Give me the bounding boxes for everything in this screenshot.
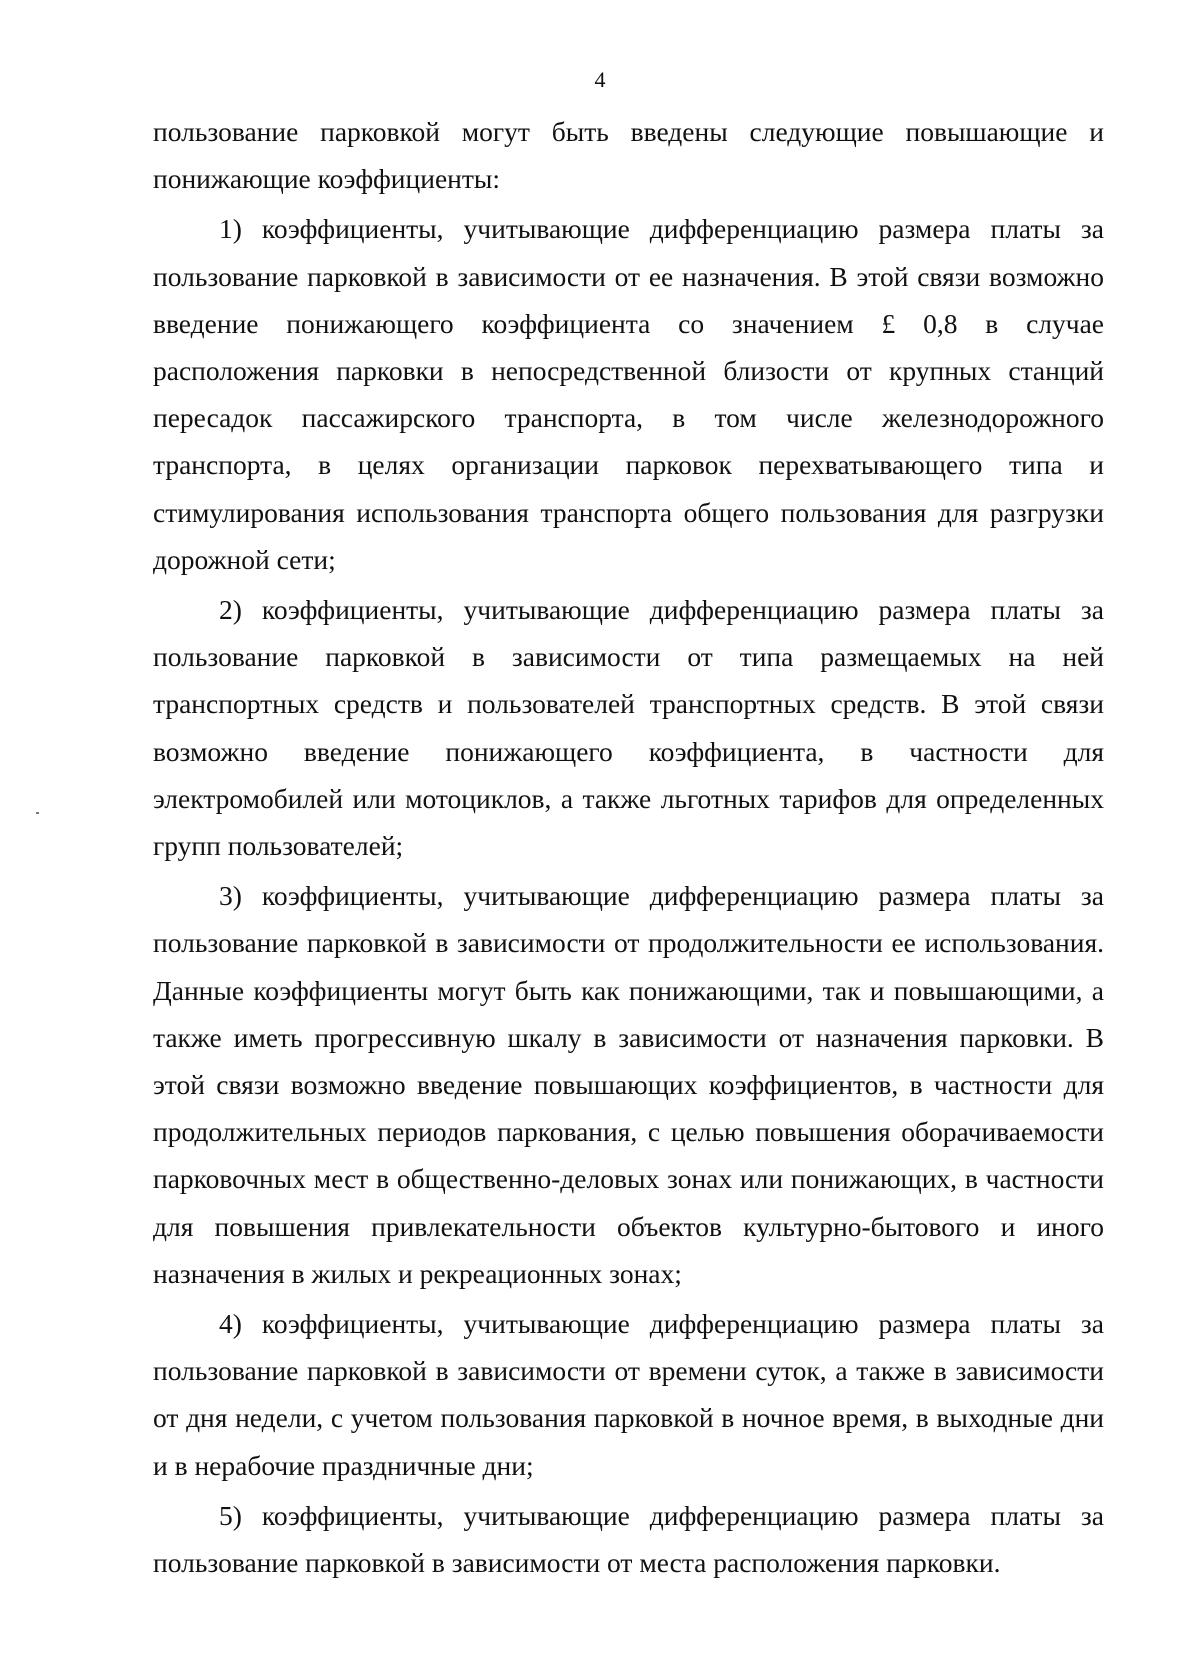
list-item-3: 3) коэффициенты, учитывающие дифференциацию размера платы за пользование парковкой в зависимости от продолжительности ее использования. Данные коэффициенты могут быть как понижающими, так и повышающими, а также иметь прогрессивную шкалу в зависимости от назначения парковки. В этой связи возможно введение повышающих коэффициентов, в частности для продолжительных периодов паркования, с целью повышения оборачиваемости парковочных мест в общественно-деловых зонах или понижающих, в частности для повышения привлекательности объектов культурно-бытового и иного назначения в жилых и рекреационных зонах; xyxy=(153,880,1104,1289)
document-body xyxy=(153,108,1104,1589)
list-item-4: 4) коэффициенты, учитывающие дифференциацию размера платы за пользование парковкой в зависимости от времени суток, а также в зависимости от дня недели, с учетом пользования парковкой в ночное время, в выходные дни и в нерабочие праздничные дни; xyxy=(153,1308,1104,1481)
list-item-2: 2) коэффициенты, учитывающие дифференциацию размера платы за пользование парковкой в зависимости от типа размещаемых на ней транспортных средств и пользователей транспортных средств. В этой связи возможно введение понижающего коэффициента, в частности для электромобилей или мотоциклов, а также льготных тарифов для определенных групп пользователей; xyxy=(153,594,1104,862)
intro-paragraph: пользование парковкой могут быть введены следующие повышающие и понижающие коэффициенты: xyxy=(153,116,1104,195)
list-item-5: 5) коэффициенты, учитывающие дифференциацию размера платы за пользование парковкой в зависимости от места расположения парковки. xyxy=(153,1499,1104,1579)
scan-artifact xyxy=(36,812,39,814)
page-number: 4 xyxy=(594,67,606,92)
list-item-1: 1) коэффициенты, учитывающие дифференциацию размера платы за пользование парковкой в зависимости от ее назначения. В этой связи возможно введение понижающего коэффициента со значением £ 0,8 в случае расположения парковки в непосредственной близости от крупных станций пересадок пассажирского транспорта, в том числе железнодорожного транспорта, в целях организации парковок перехватывающего типа и стимулирования использования транспорта общего пользования для разгрузки дорожной сети; xyxy=(153,213,1104,575)
